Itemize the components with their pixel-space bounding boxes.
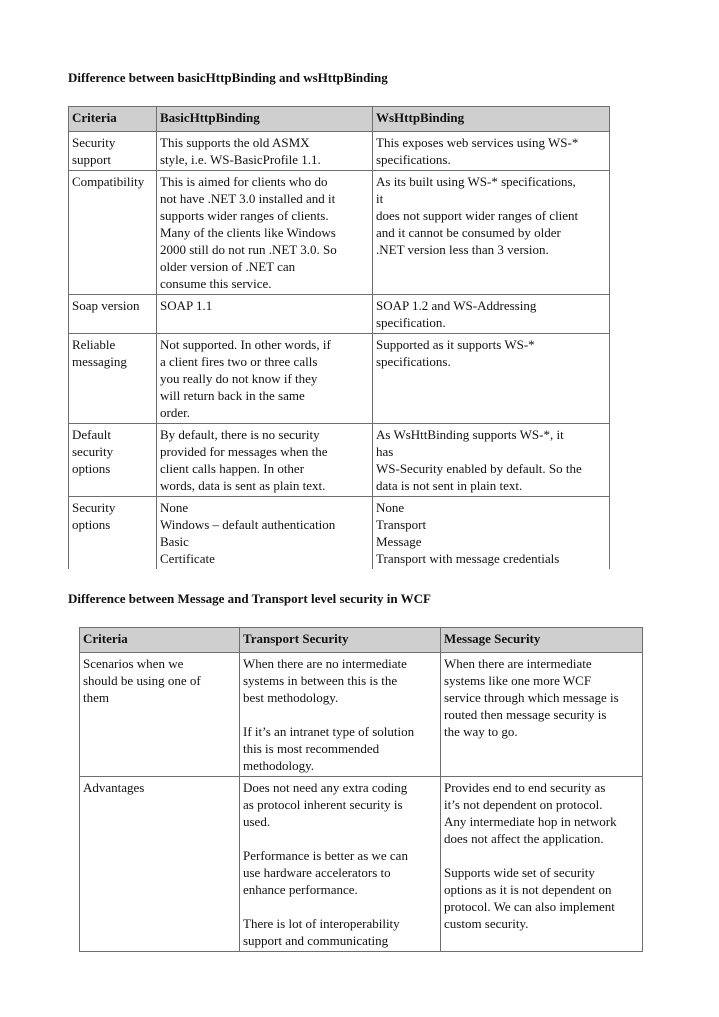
table-row [69,497,610,570]
table-cell: SOAP 1.2 and WS-Addressing specification. [373,295,610,334]
table-cell: Reliable messaging [69,334,157,424]
table-cell: This exposes web services using WS-* specifications. [373,132,610,171]
table-cell: This is aimed for clients who do not have .NET 3.0 installed and it supports wider ranges of clients. Many of the clients like Windows 2000 still do not run .NET 3.0. So older version of .NET can consume this service. [157,171,373,295]
table-cell: Not supported. In other words, if a client fires two or three calls you really do not know if they will return back in the same order. [157,334,373,424]
table-cell: SOAP 1.1 [157,295,373,334]
column-header: WsHttpBinding [373,107,610,132]
table-cell: Default security options [69,424,157,497]
table-row [80,653,643,777]
column-header: BasicHttpBinding [157,107,373,132]
table-cell: Soap version [69,295,157,334]
table-row [69,171,610,295]
column-header: Criteria [69,107,157,132]
table-cell: By default, there is no security provided for messages when the client calls happen. In other words, data is sent as plain text. [157,424,373,497]
table-cell: Security support [69,132,157,171]
table-cell: As WsHttBinding supports WS-*, it has WS-Security enabled by default. So the data is not sent in plain text. [373,424,610,497]
binding-comparison-table [68,106,610,569]
table-row [80,777,643,952]
table-cell: Advantages [80,777,240,952]
table-row [69,295,610,334]
table-cell: Does not need any extra coding as protocol inherent security is used. Performance is better as we can use hardware accelerators to enhance performance. There is lot of interoperability support and communicating [240,777,441,952]
table-cell: Security options [69,497,157,570]
column-header: Transport Security [240,628,441,653]
table-cell: None Windows – default authentication Basic Certificate [157,497,373,570]
section2-heading: Difference between Message and Transport level security in WCF [68,591,431,606]
table-cell: As its built using WS-* specifications, it does not support wider ranges of client and it cannot be consumed by older .NET version less than 3 version. [373,171,610,295]
section1-heading: Difference between basicHttpBinding and wsHttpBinding [68,70,388,85]
table-cell: When there are no intermediate systems in between this is the best methodology. If it’s an intranet type of solution this is most recommended methodology. [240,653,441,777]
table-header-row [69,107,610,132]
column-header: Message Security [441,628,643,653]
table-cell: When there are intermediate systems like one more WCF service through which message is routed then message security is the way to go. [441,653,643,777]
column-header: Criteria [80,628,240,653]
table-row [69,334,610,424]
table-cell: Scenarios when we should be using one of them [80,653,240,777]
table-row [69,132,610,171]
table-header-row [80,628,643,653]
table-cell: This supports the old ASMX style, i.e. WS-BasicProfile 1.1. [157,132,373,171]
table-row [69,424,610,497]
table-cell: Supported as it supports WS-* specifications. [373,334,610,424]
security-comparison-table [79,627,643,952]
table-cell: Provides end to end security as it’s not dependent on protocol. Any intermediate hop in network does not affect the application. Supports wide set of security options as it is not dependent on protocol. We can also implement custom security. [441,777,643,952]
table-cell: Compatibility [69,171,157,295]
table-cell: None Transport Message Transport with message credentials [373,497,610,570]
